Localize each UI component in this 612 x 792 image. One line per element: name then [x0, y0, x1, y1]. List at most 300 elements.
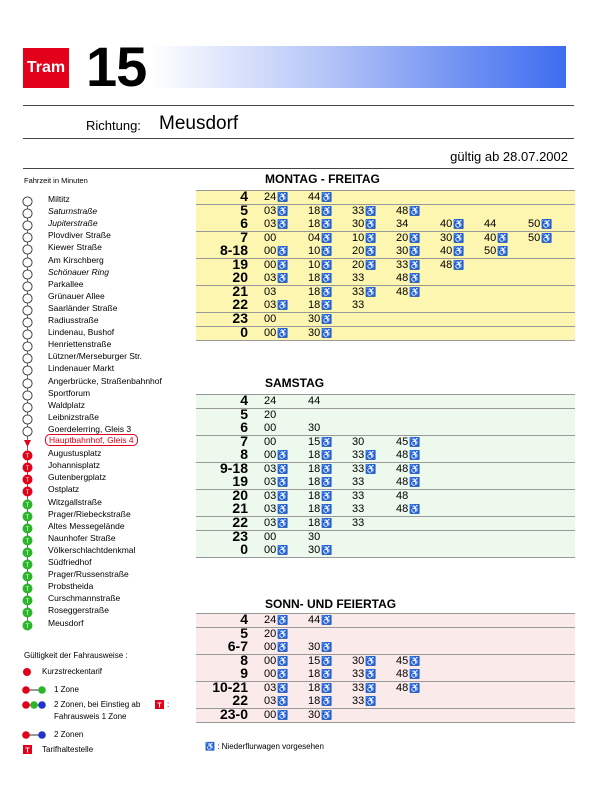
minute-value: 18 — [308, 462, 321, 475]
minute-value: 03 — [264, 503, 277, 516]
minute-value: 33 — [352, 285, 365, 298]
stop-item — [22, 435, 222, 447]
minute-value: 00 — [264, 231, 277, 244]
wheelchair-icon: ♿ — [277, 192, 289, 202]
wheelchair-icon: ♿ — [277, 246, 289, 257]
minute-value: 30 — [352, 218, 365, 231]
stop-name: Prager/Riebeckstraße — [48, 508, 131, 519]
hour-cell: 22 — [232, 692, 248, 709]
stop-name: Ostplatz — [48, 484, 80, 495]
minute-value: 50 — [528, 218, 541, 231]
hour-cell: 5 — [240, 624, 248, 641]
hour-cell: 10-21 — [212, 678, 248, 695]
stop-name: Grünauer Allee — [48, 290, 105, 301]
wheelchair-icon: ♿ — [541, 219, 553, 230]
stop-item — [22, 350, 222, 362]
wheelchair-icon: ♿ — [277, 669, 289, 680]
minute-cell — [396, 272, 420, 285]
timetable-row — [196, 473, 575, 490]
tariff-stop-icon — [22, 557, 33, 568]
legend-label: Fahrausweis 1 Zone — [54, 712, 127, 721]
minute-cell — [308, 286, 332, 299]
timetable-row — [196, 665, 575, 682]
timetable-row — [196, 624, 575, 641]
minute-cell — [440, 259, 464, 272]
minute-cell — [308, 517, 332, 530]
minute-value: 00 — [264, 544, 277, 557]
minute-cell — [264, 286, 276, 299]
minute-cell — [352, 463, 376, 476]
legend-label: Kurzstreckentarif — [42, 667, 103, 676]
tariff-stop-icon — [22, 581, 33, 592]
timetable-row — [196, 242, 575, 259]
wheelchair-icon: ♿ — [321, 313, 333, 324]
stop-circle-icon — [22, 218, 33, 229]
minute-cell — [352, 218, 376, 231]
hour-cell: 21 — [232, 282, 248, 299]
legend-title: Gültigkeit der Fahrausweise : — [24, 651, 128, 660]
wheelchair-icon: ♿ — [409, 450, 421, 461]
minute-cell — [308, 682, 332, 695]
wheelchair-icon: ♿ — [497, 232, 509, 243]
minute-cell — [264, 614, 288, 627]
stop-item — [22, 375, 222, 387]
minute-value: 20 — [396, 231, 409, 244]
stop-item — [22, 278, 222, 290]
svg-text:T: T — [25, 550, 30, 557]
timetable-row — [196, 541, 575, 558]
minute-value: 24 — [264, 191, 277, 203]
stop-item — [22, 568, 222, 580]
minute-cell — [264, 517, 288, 530]
stop-circle-icon — [22, 351, 33, 362]
timetable-row — [196, 255, 575, 272]
stop-name: Probstheida — [48, 581, 94, 592]
current-stop-icon — [22, 436, 33, 447]
minute-value: 40 — [484, 231, 497, 244]
minute-cell — [308, 641, 332, 654]
minute-cell — [308, 490, 332, 503]
row-divider — [196, 340, 575, 341]
wheelchair-icon: ♿ — [453, 232, 465, 243]
stop-name: Naunhofer Straße — [48, 532, 116, 543]
minute-value: 20 — [352, 258, 365, 271]
wheelchair-icon: ♿ — [409, 259, 421, 270]
stop-name: Lindenauer Markt — [48, 363, 115, 374]
minute-value: 03 — [264, 489, 277, 502]
tariff-stop-icon — [22, 618, 33, 629]
wheelchair-icon: ♿ — [321, 463, 333, 474]
timetable-row — [196, 500, 575, 517]
minute-value: 18 — [308, 681, 321, 694]
stop-name: Schönauer Ring — [48, 266, 109, 277]
minute-cell — [308, 695, 332, 708]
minute-value: 30 — [308, 641, 321, 654]
stop-name: Radiusstraße — [48, 315, 99, 325]
minute-value: 03 — [264, 695, 277, 708]
svg-text:T: T — [25, 563, 30, 569]
minute-cell — [308, 218, 332, 231]
minute-value: 33 — [352, 489, 365, 502]
stop-name: Goerdelerring, Gleis 3 — [48, 423, 132, 434]
hour-cell: 7 — [240, 432, 248, 449]
stop-item — [22, 266, 222, 278]
wheelchair-icon: ♿ — [277, 490, 289, 501]
wheelchair-icon: ♿ — [277, 300, 289, 311]
wheelchair-icon: ♿ — [365, 450, 377, 461]
minute-cell — [264, 449, 288, 462]
minute-cell — [352, 205, 376, 218]
stop-circle-icon — [22, 267, 33, 278]
wheelchair-icon: ♿ — [321, 655, 333, 666]
minute-cell — [528, 232, 552, 245]
minute-value: 30 — [352, 435, 365, 448]
minute-cell — [352, 517, 364, 530]
stop-name: Kiewer Straße — [48, 242, 102, 253]
stop-name: Curschmannstraße — [48, 593, 121, 604]
timetable-row — [196, 405, 575, 422]
minute-value: 30 — [308, 312, 321, 325]
minute-value: 18 — [308, 516, 321, 529]
stop-item — [22, 592, 222, 604]
minute-value: 10 — [352, 231, 365, 244]
minute-value: 00 — [264, 449, 277, 462]
stop-item — [22, 387, 222, 399]
divider — [23, 105, 574, 106]
stop-name: Sportforum — [48, 387, 91, 398]
minute-cell — [264, 695, 288, 708]
wheelchair-icon: ♿ — [277, 628, 289, 639]
tariff-stop-icon — [22, 545, 33, 556]
minute-cell — [264, 218, 288, 231]
hour-cell: 4 — [240, 188, 248, 204]
minute-value: 18 — [308, 489, 321, 502]
hour-cell: 22 — [232, 296, 248, 313]
wheelchair-icon: ♿ — [365, 259, 377, 270]
minute-value: 00 — [264, 708, 277, 721]
hour-cell: 4 — [240, 392, 248, 408]
minute-cell — [352, 245, 376, 258]
svg-text:T: T — [25, 478, 30, 485]
stop-circle-icon — [22, 376, 33, 387]
wheelchair-icon: ♿ — [277, 463, 289, 474]
wheelchair-icon: ♿ — [277, 450, 289, 461]
stop-name: Witzgallstraße — [48, 496, 102, 507]
timetable-row — [196, 611, 575, 627]
minute-value: 18 — [308, 476, 321, 489]
minute-cell — [352, 476, 364, 489]
minute-cell — [264, 259, 288, 272]
timetable-row — [196, 392, 575, 408]
wheelchair-icon: ♿ — [205, 742, 215, 751]
minute-value: 18 — [308, 503, 321, 516]
minute-value: 48 — [396, 503, 409, 516]
stop-item — [22, 326, 222, 338]
hour-cell: 9 — [240, 665, 248, 682]
minute-value: 24 — [264, 614, 277, 626]
minute-value: 20 — [264, 408, 277, 421]
svg-text:T: T — [25, 502, 30, 509]
minute-value: 44 — [308, 395, 321, 407]
wheelchair-icon: ♿ — [277, 273, 289, 284]
hour-cell: 0 — [240, 323, 248, 340]
minute-cell — [484, 245, 508, 258]
timetable-row — [196, 513, 575, 530]
valid-from: gültig ab 28.07.2002 — [450, 149, 568, 164]
minute-cell — [352, 436, 364, 449]
hour-cell: 6-7 — [227, 638, 248, 655]
minute-cell — [396, 232, 420, 245]
minute-value: 48 — [396, 204, 409, 217]
stop-name: Augustusplatz — [48, 448, 102, 459]
hour-cell: 9-18 — [219, 459, 248, 476]
hour-cell: 7 — [240, 228, 248, 245]
svg-text:T: T — [25, 538, 30, 545]
timetable-row — [196, 201, 575, 218]
svg-text:T: T — [25, 623, 30, 630]
hour-cell: 5 — [240, 405, 248, 422]
minute-value: 00 — [264, 668, 277, 681]
stop-item — [22, 290, 222, 302]
minute-cell — [352, 655, 376, 668]
minute-cell — [396, 682, 420, 695]
hour-cell: 6 — [240, 419, 248, 436]
svg-text:T: T — [25, 526, 30, 533]
stop-name: Miltitz — [48, 194, 70, 204]
wheelchair-icon: ♿ — [409, 463, 421, 474]
minute-value: 00 — [264, 641, 277, 654]
wheelchair-icon: ♿ — [409, 682, 421, 693]
minute-value: 03 — [264, 681, 277, 694]
minute-value: 40 — [440, 218, 453, 231]
minute-value: 18 — [308, 668, 321, 681]
timetable-row — [196, 446, 575, 463]
timetable-row — [196, 296, 575, 313]
line-number: 15 — [86, 35, 147, 98]
stop-name: Lützner/Merseburger Str. — [48, 351, 143, 362]
wheelchair-icon: ♿ — [321, 246, 333, 257]
minute-cell — [264, 422, 276, 435]
minute-value: 03 — [264, 218, 277, 231]
stop-circle-icon — [22, 424, 33, 435]
wheelchair-icon: ♿ — [321, 477, 333, 488]
timetable-row — [196, 215, 575, 232]
minute-cell — [396, 668, 420, 681]
stop-name: Angerbrücke, Straßenbahnhof — [48, 375, 162, 386]
stop-circle-icon — [22, 315, 33, 326]
stop-item — [22, 362, 222, 374]
minute-cell — [308, 476, 332, 489]
wheelchair-icon: ♿ — [409, 232, 421, 243]
wheelchair-icon: ♿ — [277, 504, 289, 515]
minute-value: 33 — [352, 299, 365, 312]
stop-item — [22, 617, 222, 629]
minute-value: 44 — [484, 218, 497, 231]
minute-value: 48 — [440, 258, 453, 271]
wheelchair-icon: ♿ — [453, 219, 465, 230]
wheelchair-icon: ♿ — [321, 696, 333, 707]
legend-label: 2 Zonen, bei Einstieg ab — [54, 700, 141, 709]
minute-cell — [352, 299, 364, 312]
wheelchair-icon: ♿ — [277, 205, 289, 216]
minute-value: 20 — [264, 627, 277, 640]
stop-name: Jupiterstraße — [48, 218, 98, 229]
legend-label: Tarifhaltestelle — [42, 745, 94, 754]
stop-name: Völkerschlachtdenkmal — [48, 544, 136, 555]
wheelchair-icon: ♿ — [277, 477, 289, 488]
wheelchair-icon: ♿ — [277, 642, 289, 653]
stop-circle-icon — [22, 400, 33, 411]
minute-value: 03 — [264, 299, 277, 312]
wheelchair-icon: ♿ — [277, 709, 289, 720]
minute-value: 48 — [396, 462, 409, 475]
stop-circle-icon — [22, 363, 33, 374]
minute-cell — [352, 259, 376, 272]
minute-cell — [308, 436, 332, 449]
hour-cell: 8-18 — [219, 242, 248, 259]
minute-cell — [308, 395, 320, 408]
svg-text:T: T — [25, 466, 30, 473]
wheelchair-icon: ♿ — [365, 246, 377, 257]
minute-cell — [308, 191, 332, 204]
minute-cell — [264, 628, 288, 641]
wheelchair-icon: ♿ — [409, 246, 421, 257]
minute-cell — [308, 259, 332, 272]
tariff-stop-icon — [22, 605, 33, 616]
minute-cell — [484, 218, 496, 231]
wheelchair-icon: ♿ — [321, 192, 333, 202]
timetable-row — [196, 282, 575, 299]
minute-value: 33 — [352, 503, 365, 516]
minute-cell — [308, 503, 332, 516]
minute-value: 18 — [308, 218, 321, 231]
stop-name: Johannisplatz — [48, 460, 100, 471]
footnote-text: : Niederflurwagen vorgesehen — [217, 742, 324, 751]
minute-value: 18 — [308, 285, 321, 298]
wheelchair-icon: ♿ — [453, 259, 465, 270]
stop-item — [22, 217, 222, 229]
minute-cell — [308, 449, 332, 462]
legend-label: 2 Zonen — [54, 730, 84, 739]
minute-value: 00 — [264, 530, 277, 543]
tariff-stop-icon — [22, 484, 33, 495]
hour-cell: 6 — [240, 215, 248, 232]
stop-name: Henriettenstraße — [48, 339, 112, 350]
stop-item — [22, 229, 222, 241]
minute-cell — [264, 655, 288, 668]
tariff-stop-icon — [22, 533, 33, 544]
minute-cell — [264, 409, 276, 422]
wheelchair-icon: ♿ — [365, 205, 377, 216]
tariff-stop-icon — [22, 569, 33, 580]
minute-cell — [264, 232, 276, 245]
minute-value: 48 — [396, 449, 409, 462]
minute-cell — [308, 655, 332, 668]
minute-cell — [440, 218, 464, 231]
timetable-row — [196, 692, 575, 709]
stop-item — [22, 314, 222, 326]
tariff-stop-icon — [22, 521, 33, 532]
direction-label: Richtung: — [86, 118, 141, 133]
minute-value: 24 — [264, 395, 277, 407]
stop-item — [22, 338, 222, 350]
wheelchair-icon: ♿ — [321, 450, 333, 461]
stop-item — [22, 447, 222, 459]
tram-badge: Tram — [23, 48, 69, 88]
one-zone-icon — [22, 685, 48, 697]
svg-text:T: T — [25, 514, 30, 521]
timetable-row — [196, 638, 575, 655]
minute-cell — [308, 232, 332, 245]
minute-value: 34 — [396, 218, 409, 231]
tariff-stop-icon — [22, 745, 34, 757]
wheelchair-icon: ♿ — [497, 246, 509, 257]
minute-cell — [308, 313, 332, 326]
minute-value: 03 — [264, 516, 277, 529]
minute-cell — [440, 245, 464, 258]
svg-text:T: T — [25, 575, 30, 582]
wheelchair-icon: ♿ — [321, 300, 333, 311]
stop-name: Am Kirschberg — [48, 254, 104, 265]
minute-cell — [396, 286, 420, 299]
wheelchair-icon: ♿ — [277, 615, 289, 625]
timetable-row — [196, 527, 575, 544]
hour-cell: 20 — [232, 269, 248, 286]
stop-circle-icon — [22, 230, 33, 241]
minute-value: 48 — [396, 681, 409, 694]
stop-item — [22, 193, 222, 205]
minute-value: 30 — [308, 530, 321, 543]
wheelchair-icon: ♿ — [321, 615, 333, 625]
minute-value: 18 — [308, 272, 321, 285]
svg-text:T: T — [157, 702, 162, 710]
minute-cell — [352, 503, 364, 516]
minute-value: 10 — [308, 258, 321, 271]
stop-circle-icon — [22, 194, 33, 205]
direction-value: Meusdorf — [159, 113, 239, 134]
stop-circle-icon — [22, 242, 33, 253]
stop-item — [22, 508, 222, 520]
divider — [23, 138, 574, 139]
minute-value: 30 — [440, 231, 453, 244]
hour-cell: 23 — [232, 527, 248, 544]
wheelchair-icon: ♿ — [321, 490, 333, 501]
wheelchair-icon: ♿ — [321, 517, 333, 528]
stops-header: Fahrzeit in Minuten — [24, 176, 88, 185]
hour-cell: 5 — [240, 201, 248, 218]
svg-text:T: T — [25, 611, 30, 618]
minute-cell — [308, 544, 332, 557]
wheelchair-icon: ♿ — [321, 259, 333, 270]
wheelchair-icon: ♿ — [409, 669, 421, 680]
minute-cell — [308, 299, 332, 312]
short-distance-icon — [22, 667, 36, 679]
minute-cell — [396, 503, 420, 516]
stop-item — [22, 205, 222, 217]
timetable-row — [196, 419, 575, 436]
minute-value: 30 — [308, 326, 321, 339]
minute-cell — [308, 709, 332, 722]
minute-cell — [264, 544, 288, 557]
minute-cell — [264, 463, 288, 476]
wheelchair-icon: ♿ — [321, 219, 333, 230]
stop-item — [22, 254, 222, 266]
wheelchair-icon: ♿ — [321, 273, 333, 284]
minute-value: 33 — [352, 668, 365, 681]
tariff-stop-icon — [22, 509, 33, 520]
wheelchair-icon: ♿ — [365, 696, 377, 707]
stop-item — [22, 399, 222, 411]
